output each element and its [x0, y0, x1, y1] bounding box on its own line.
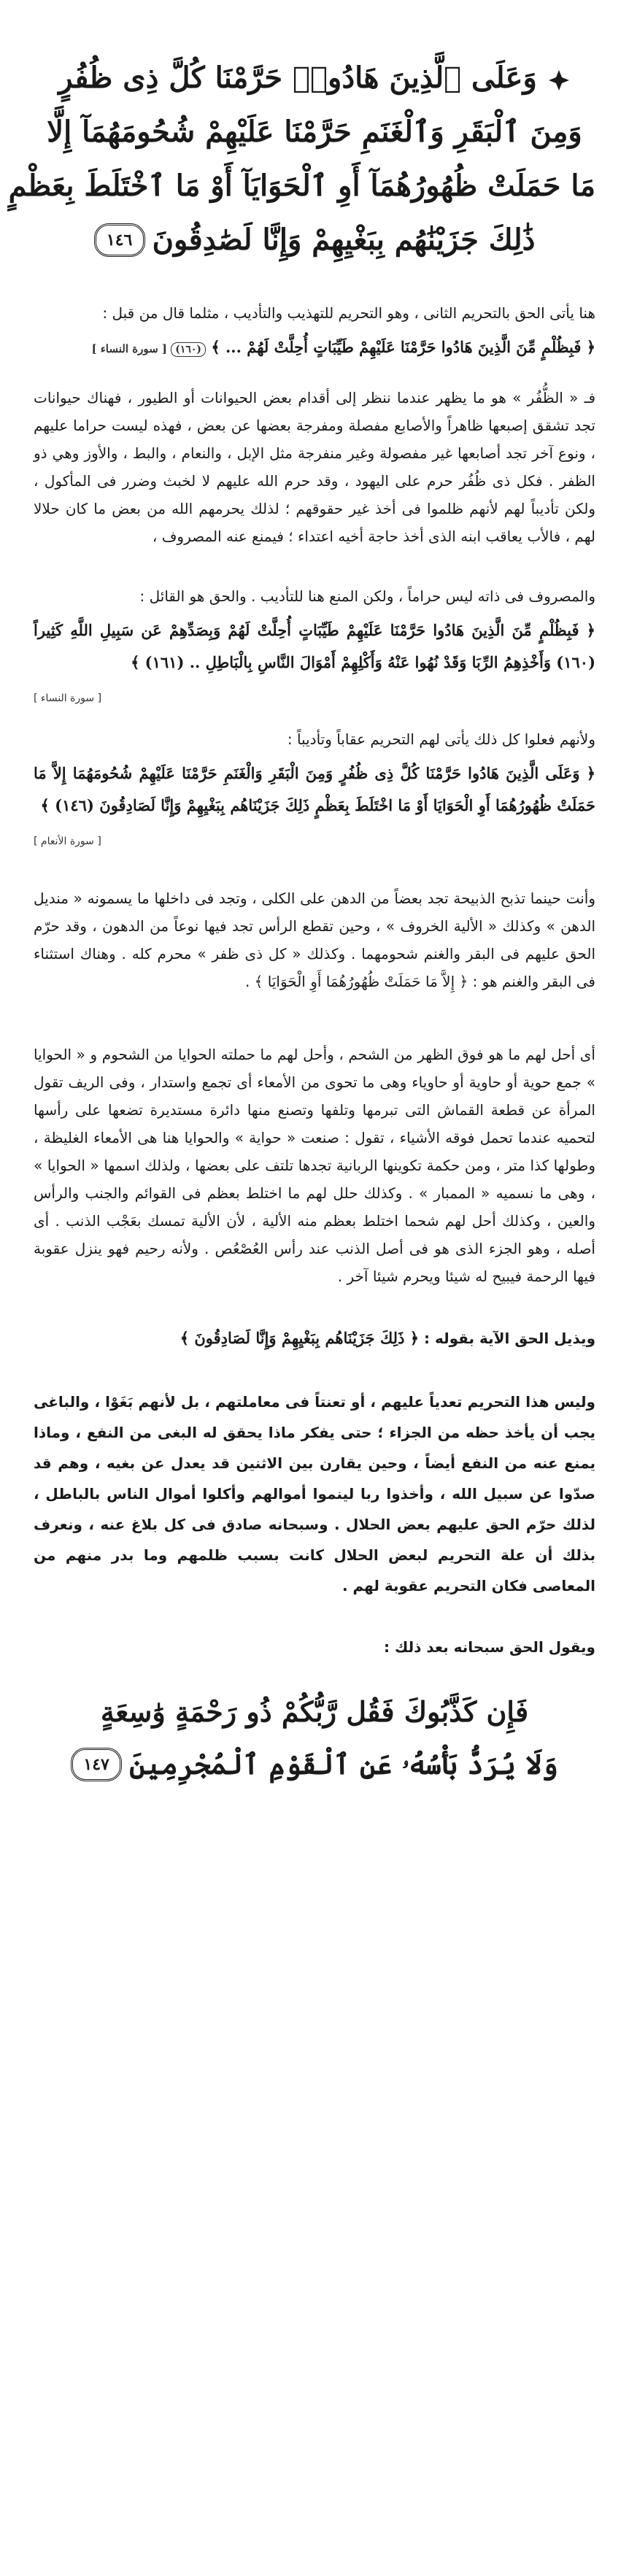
lead-text: ويذيل الحق الآية بقوله :	[424, 1330, 595, 1347]
verse-line-1: فَإِن كَذَّبُوكَ فَقُل رَّبُّكُمْ ذُو رَحْمَةٍ وَٰسِعَةٍ	[100, 1695, 529, 1728]
verse-text: وَمِنَ ٱلْبَقَرِ وَٱلْغَنَمِ حَرَّمْنَا عَلَيْهِمْ شُحُومَهُمَآ إِلَّا	[47, 115, 582, 149]
verse-line-2	[52, 1738, 577, 1791]
paragraph-hawaya: أى أحل لهم ما هو فوق الظهر من الشحم ، وأحل لهم ما حملته الحوايا من الشحوم و « الحوايا » جمع حوية أو حاوية أو حاوياء وهى ما تحوى من الأمعاء أى تجمع واستدار ، وفى الريف تقول المرأة عن قطعة القماش التى تبرمها وتلفها وتصنع منها دائرة مستديرة تضعها على رأسها لتحميه عندما تحمل فوقه الأشياء ، تقول : صنعت « حواية » والحوايا هنا هى الأمعاء الغليظة ، وطولها كذا متر ، ومن حكمة تكوينها الربانية تجدها تلتف على بعضها ، ولذلك اسمها « الحوايا » ، وهى ما نسميه « الممبار » . وكذلك حلل لهم ما اختلط بعظم فى القوائم والجنب والرأس والعين ، وكذلك أحل لهم شحما اختلط بعظم منه الألية ، لأن الألية تمسك بعَجْب الذنب . أى أصله ، وهو الجزء الذى هو فى أصل الذنب عند رأس العُصْعُص . ولأنه رحيم فهو ينزل عقوبة فيها الرحمة فيبيح له شيئا ويحرم شيئا آخر .	[34, 1046, 595, 1285]
quran-quote	[34, 331, 595, 365]
paragraph-baghy: وليس هذا التحريم تعدياً عليهم ، أو تعنتاً فى معاملتهم ، بل لأنهم بَغَوْا ، والباغى يجب أن يأخذ حظه من الجزاء ؛ حتى يفكر ماذا يحقق له البغى من النفع ، وماذا يمنع عنه من النفع أيضاً ، وحين يقارن بين الاثنين قد يعدل عن بغيه ، وهم قد صدّوا عن سبيل الله ، وأخذوا ربا لينموا أموالهم وأكلوا أموال الناس بالباطل ، لذلك حرّم الحق عليهم بعض الحلال . وسبحانه صادق فى كل بلاغ عنه ، ونعرف بذلك أن علة التحريم لبعض الحلال كانت بسبب ظلمهم وما بدر منهم من المعاصى فكان التحريم عقوبة لهم .	[34, 1393, 595, 1594]
surah-name: [ سورة النساء ]	[91, 342, 167, 355]
paragraph-punishment: ولأنهم فعلوا كل ذلك يأتى لهم التحريم عقاباً وتأديباً :	[287, 730, 595, 748]
verse-ornament-icon	[547, 69, 571, 92]
paragraph-zufur: فـ « الظُّفُر » هو ما يظهر عندما ننظر إلى أقدام بعض الحيوانات أو الطيور ، فهناك حيوانات تجد تشقق إصبعها ظاهراً والأصابع مفصلة ومفرجة بعضها عن بعض ، فهذه ليست حراما عليهم ، ونوع آخر تجد أصابعها غير مفصولة وغير منفرجة مثل الإبل ، والنعام ، والبط ، والأوز وهي ذو الظفر . فكل ذى ظُفُر حرم على اليهود ، وقد حرم الله عليهم لا لخبث وضرر فى المأكول ، ولكن تأديباً لهم لأنهم ظلموا فى أخذ غير حقوقهم ؛ لذلك يحرمهم الله من بعض ما كان حلالا لهم ، فالأب يعاقب ابنه الذى أخذ حاجة أخيه اعتداء ؛ فيمنع عنه المصروف ،	[34, 389, 595, 545]
verse-text: ذَٰلِكَ جَزَيْنَٰهُم بِبَغْيِهِمْ وَإِنَّا لَصَٰدِقُونَ	[152, 223, 536, 257]
verse-text: مَا حَمَلَتْ ظُهُورُهُمَآ أَوِ ٱلْحَوَايَآ أَوْ مَا ٱخْتَلَطَ بِعَظْمٍ	[8, 169, 595, 203]
verse-ref	[91, 342, 206, 355]
verse-footer	[52, 1686, 577, 1791]
quote-text: ﴿ فَبِظُلْمٍ مِّنَ الَّذِينَ هَادُوا حَرَّمْنَا عَلَيْهِمْ طَيِّبَاتٍ أُحِلَّتْ لَهُمْ ... ﴾	[211, 338, 595, 356]
verse-text: وَعَلَى ٱلَّذِينَ هَادُوا۟ حَرَّمْنَا كُلَّ ذِى ظُفُرٍ	[58, 61, 537, 95]
paragraph-next: ويقول الحق سبحانه بعد ذلك :	[384, 1638, 595, 1656]
verse-line-1	[34, 51, 595, 105]
surah-name: [ سورة النساء ]	[34, 693, 102, 704]
quran-quote: ﴿ وَعَلَى الَّذِينَ هَادُوا حَرَّمْنَا كُلَّ ذِى ظُفُرٍ وَمِنَ الْبَقَرِ وَالْغَنَمِ حَرَّمْنَا عَلَيْهِمْ شُحُومَهُمَا إِلاَّ مَا حَمَلَتْ ظُهُورُهُمَا أَوِ الْحَوَايَا أَوْ مَا اخْتَلَطَ بِعَظْمٍ ذَلِكَ جَزَيْنَاهُم بِبَغْيِهِمْ وَإِنَّا لَصَادِقُونَ (١٤٦) ﴾	[34, 764, 595, 814]
paragraph-verse-end	[34, 1322, 595, 1354]
quote-text: ﴿ ذَلِكَ جَزَيْنَاهُم بِبَغْيِهِمْ وَإِنَّا لَصَادِقُونَ ﴾	[180, 1329, 420, 1347]
verse-line-2	[34, 105, 595, 159]
paragraph-fats: وأنت حينما تذبح الذبيحة تجد بعضاً من الدهن على الكلى ، وتجد فى داخلها ما يسمونه « منديل الدهن » وكذلك « الألية الخروف » ، وحين تقطع الرأس تجد فيها نوعاً من الدهون ، وقد حرّم الحق عليهم فى البقر والغنم شحومهما . وكذلك « كل ذى ظفر » محرم كله . وهناك استثناء فى البقر والغنم هو : ﴿ إِلاَّ مَا حَمَلَتْ ظُهُورُهُمَا أَوِ الْحَوَايَا ﴾ .	[34, 890, 595, 990]
verse-line-4	[34, 213, 595, 267]
quran-quote: ﴿ فَبِظُلْمٍ مِّنَ الَّذِينَ هَادُوا حَرَّمْنَا عَلَيْهِمْ طَيِّبَاتٍ أُحِلَّتْ لَهُمْ وَبِصَدِّهِمْ عَن سَبِيلِ اللَّهِ كَثِيراً (١٦٠) وَأَخْذِهِمُ الرِّبَا وَقَدْ نُهُوا عَنْهُ وَأَكْلِهِمْ أَمْوَالَ النَّاسِ بِالْبَاطِلِ .. (١٦١) ﴾	[34, 621, 595, 671]
paragraph-masroof: والمصروف فى ذاته ليس حراماً ، ولكن المنع هنا للتأديب . والحق هو القائل :	[139, 587, 595, 605]
commentary	[34, 267, 595, 1661]
ayah-number-badge: ١٤٧	[71, 1748, 122, 1781]
verse-line-3	[8, 159, 595, 213]
verse-text: وَلَا يُرَدُّ بَأْسُهُۥ عَنِ ٱلْقَوْمِ ٱلْمُجْرِمِينَ	[129, 1748, 558, 1781]
surah-name: [ سورة الأنعام ]	[34, 836, 101, 847]
ayah-number-badge: ١٤٦	[94, 223, 145, 257]
verse-header	[8, 0, 595, 267]
verse-number: (١٦٠)	[171, 342, 206, 357]
paragraph-intro: هنا يأتى الحق بالتحريم الثانى ، وهو التحريم للتهذيب والتأديب ، مثلما قال من قبل :	[102, 304, 595, 322]
